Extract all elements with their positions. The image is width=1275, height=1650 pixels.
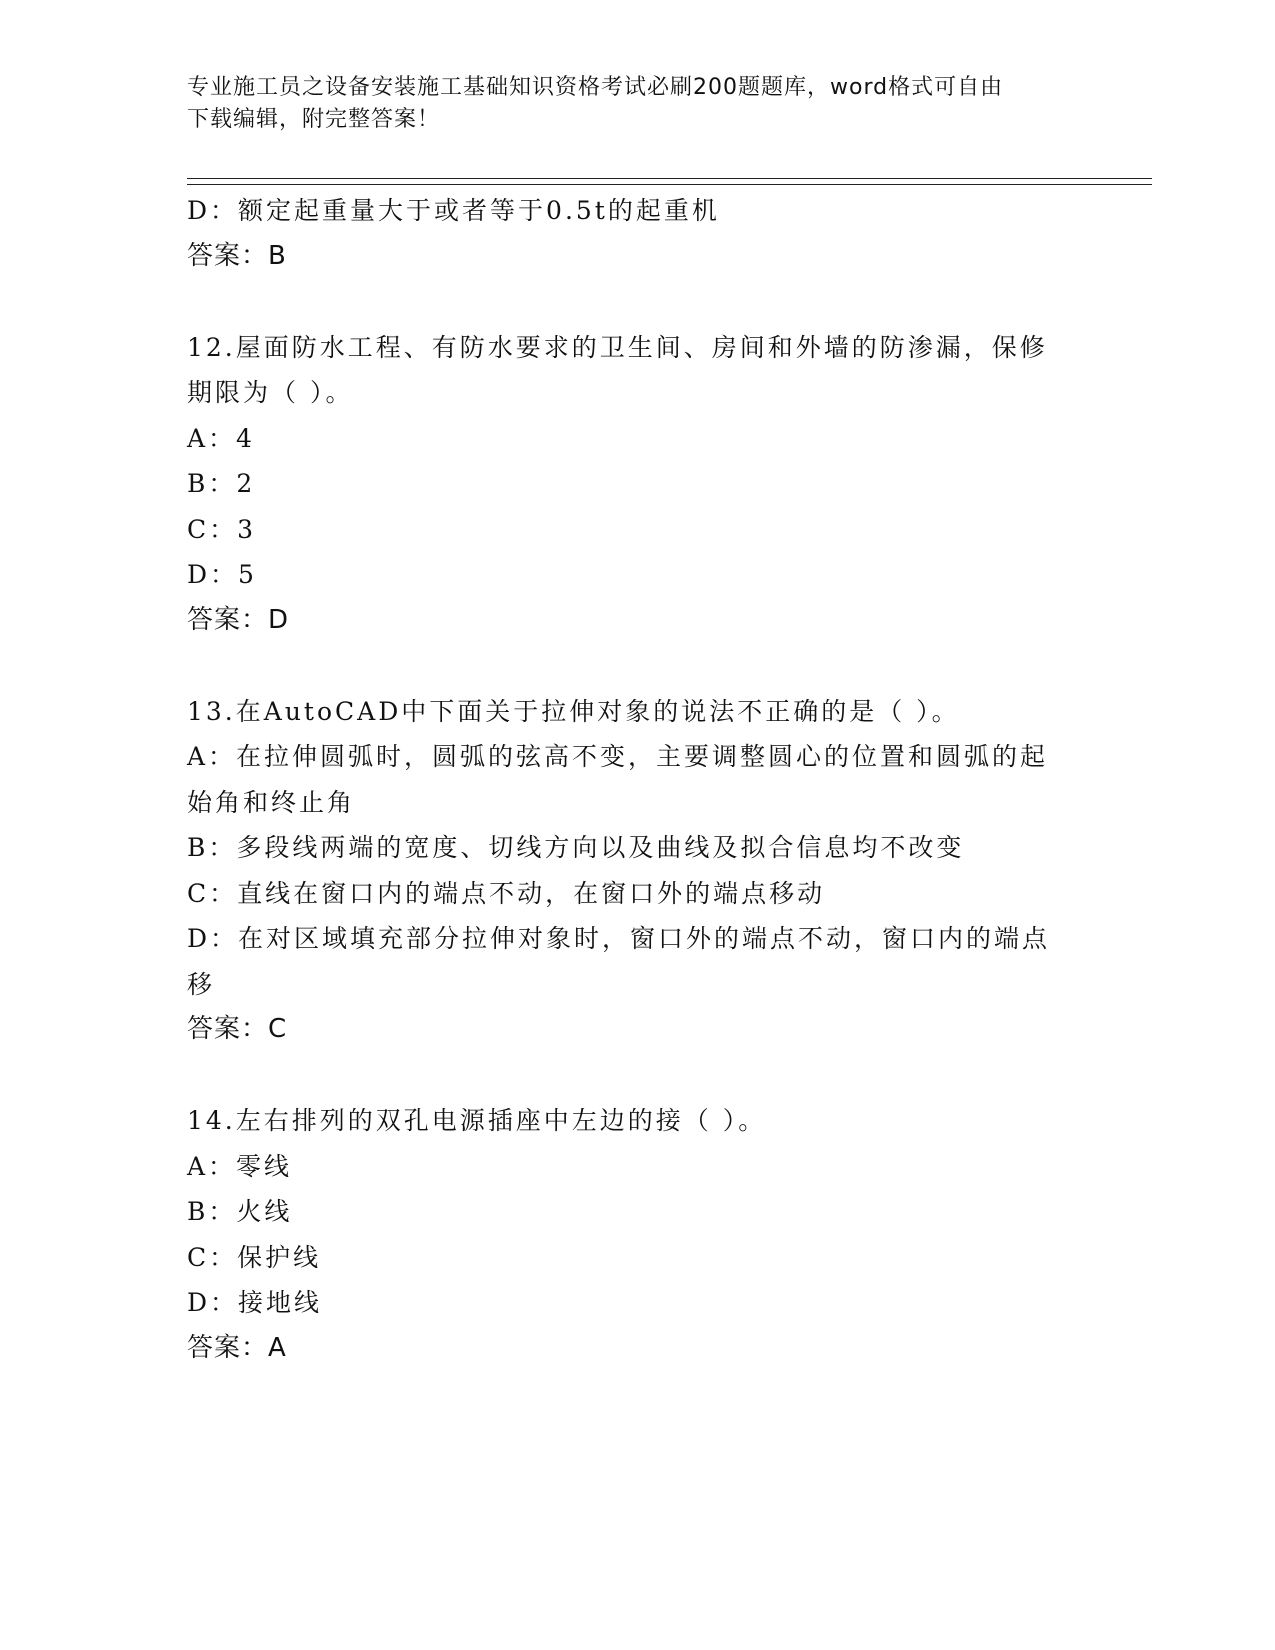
option-c: C：保护线: [187, 1242, 322, 1272]
answer-line: 答案：C: [187, 1014, 288, 1044]
option-a-continued: 始角和终止角: [187, 787, 356, 817]
question-stem: 14.左右排列的双孔电源插座中左边的接（ ）。: [187, 1106, 767, 1135]
question-stem-continued: 期限为（ ）。: [187, 378, 354, 407]
answer-line: 答案：A: [187, 1332, 287, 1363]
header-divider: [187, 178, 1152, 185]
option-c: C：直线在窗口内的端点不动，在窗口外的端点移动: [187, 878, 826, 908]
option-d: D：5: [187, 560, 257, 589]
option-d: D：接地线: [187, 1288, 323, 1317]
answer-line: 答案：D: [187, 604, 290, 635]
question-12: [187, 325, 1087, 644]
question-content: [187, 188, 1087, 1371]
option-c: C：3: [187, 514, 257, 544]
page-header: [187, 72, 1067, 136]
option-a: A：在拉伸圆弧时，圆弧的弦高不变，主要调整圆心的位置和圆弧的起: [187, 742, 1049, 771]
option-d-continued: 移: [187, 969, 216, 999]
spacer: [187, 279, 1087, 325]
question-stem: 12.屋面防水工程、有防水要求的卫生间、房间和外墙的防渗漏，保修: [187, 332, 1048, 362]
option-b: B：火线: [187, 1197, 293, 1226]
question-stem: 13.在AutoCAD中下面关于拉伸对象的说法不正确的是（ ）。: [187, 696, 960, 726]
option-d: D：在对区域填充部分拉伸对象时，窗口外的端点不动，窗口内的端点: [187, 924, 1051, 953]
spacer: [187, 643, 1087, 689]
option-a: A：零线: [187, 1151, 293, 1181]
question-14: [187, 1098, 1087, 1371]
header-line-1: 专业施工员之设备安装施工基础知识资格考试必刷200题题库，word格式可自由: [187, 75, 1004, 100]
header-line-2: 下载编辑，附完整答案！: [187, 107, 441, 132]
spacer: [187, 1053, 1087, 1099]
answer-line: 答案：B: [187, 240, 287, 271]
option-d: D：额定起重量大于或者等于0.5t的起重机: [187, 196, 720, 225]
option-b: B：2: [187, 469, 256, 498]
option-a: A：4: [187, 423, 255, 453]
previous-question-tail: [187, 188, 1087, 279]
option-b: B：多段线两端的宽度、切线方向以及曲线及拟合信息均不改变: [187, 833, 965, 862]
question-13: [187, 689, 1087, 1053]
